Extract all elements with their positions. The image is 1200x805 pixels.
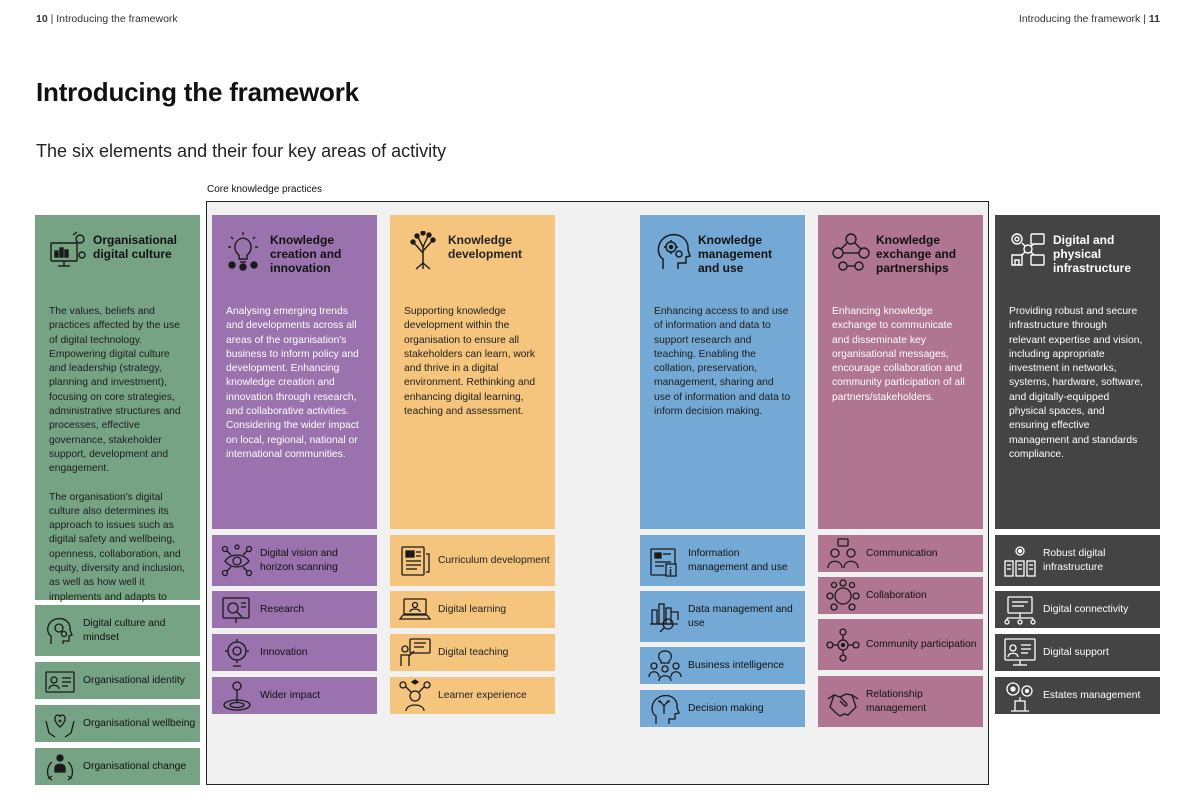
culture-monitor-icon: [49, 231, 87, 271]
element-description: Enhancing knowledge exchange to communicate and disseminate key organisational messages, encourage collaboration and community participation of all partners/stakeholders.: [832, 306, 965, 403]
team-bulb-icon: [648, 649, 682, 683]
head-choice-icon: [648, 692, 682, 726]
element-description: Enhancing access to and use of information and data to support research and teaching. Enabling the collation, preservation, management, sharing and use of information and data to inform decision making.: [654, 306, 791, 418]
key-area-label: Digital culture and mindset: [83, 617, 166, 643]
key-area-label: Curriculum development: [438, 554, 550, 566]
page-subtitle: The six elements and their four key areas of activity: [36, 141, 447, 161]
element-card: [212, 215, 377, 529]
element-card: [35, 215, 200, 603]
page-number-left: 10: [36, 13, 48, 25]
key-area-label: Robust digital infrastructure: [1043, 547, 1106, 573]
key-area-label: Organisational identity: [83, 674, 185, 686]
key-area-label: Data management and use: [688, 603, 793, 629]
person-arrows-icon: [43, 750, 77, 784]
page-header-left: [36, 13, 178, 25]
key-area: [818, 577, 983, 614]
key-area: [818, 676, 983, 727]
element-title: Knowledge management and use: [698, 233, 773, 275]
key-area: [995, 634, 1160, 671]
key-area: [35, 748, 200, 785]
element-title: Knowledge creation and innovation: [270, 233, 342, 275]
key-area: [35, 605, 200, 656]
core-practices-label: Core knowledge practices: [207, 184, 323, 195]
key-area: [35, 705, 200, 742]
key-area-label: Business intelligence: [688, 659, 785, 671]
key-area: [390, 634, 555, 671]
element-card: [390, 215, 555, 529]
bulb-gears-icon: [226, 231, 264, 271]
people-circle-icon: [826, 579, 860, 613]
header-separator: |: [50, 13, 54, 25]
element-title: Knowledge development: [448, 233, 523, 261]
key-area-label: Organisational wellbeing: [83, 717, 196, 729]
head-gear-icon: [654, 231, 692, 271]
key-area: [640, 647, 805, 684]
key-area-label: Collaboration: [866, 589, 927, 601]
header-right-text: Introducing the framework: [1018, 13, 1141, 25]
key-area-label: Communication: [866, 547, 938, 559]
handshake-icon: [826, 685, 860, 719]
key-area-label: Estates management: [1043, 689, 1141, 701]
header-left-text: Introducing the framework: [56, 13, 178, 25]
key-area-label: Digital connectivity: [1043, 603, 1129, 615]
key-area: [35, 662, 200, 699]
key-area: [640, 591, 805, 642]
teacher-board-icon: [398, 636, 432, 670]
element-card: [818, 215, 983, 529]
element-title: Digital and physical infrastructure: [1053, 233, 1132, 275]
key-area: [818, 619, 983, 670]
innovation-bulb-icon: [220, 636, 254, 670]
key-area-label: Digital support: [1043, 646, 1109, 658]
tree-icon: [404, 231, 442, 271]
key-area-label: Decision making: [688, 702, 764, 714]
key-area: [995, 677, 1160, 714]
infrastructure-icon: [1009, 231, 1047, 271]
key-area-label: Community participation: [866, 638, 977, 650]
learner-icon: [398, 679, 432, 713]
element-description: [49, 305, 186, 619]
key-area: [212, 535, 377, 586]
support-monitor-icon: [1003, 636, 1037, 670]
community-icon: [826, 628, 860, 662]
element-card: [640, 215, 805, 529]
element-title: Organisational digital culture: [93, 233, 178, 261]
key-area: [640, 690, 805, 727]
key-area-label: Learner experience: [438, 689, 527, 701]
heart-hands-icon: [43, 707, 77, 741]
element-title: Knowledge exchange and partnerships: [876, 233, 957, 275]
key-area-label: Research: [260, 603, 305, 615]
key-area: [212, 677, 377, 714]
key-area: [390, 535, 555, 586]
key-area: [212, 634, 377, 671]
key-area-label: Organisational change: [83, 760, 187, 772]
description-paragraph: The organisation's digital culture also determines its approach to issues such as digital safety and wellbeing, openness, collaboration, and equity, diversity and inclusion, as well as how well it implements and adapts to: [49, 491, 186, 603]
key-area: [995, 535, 1160, 586]
page-title: Introducing the framework: [36, 77, 359, 107]
estates-gears-icon: [1003, 679, 1037, 713]
key-area-label: Wider impact: [260, 689, 321, 701]
page-header-right: [1019, 13, 1160, 25]
key-area: [995, 591, 1160, 628]
id-card-icon: [43, 664, 77, 698]
key-area-label: Digital learning: [438, 603, 507, 615]
key-area: [640, 535, 805, 586]
key-area-label: Innovation: [260, 646, 308, 658]
connectivity-icon: [1003, 593, 1037, 627]
description-paragraph: The values, beliefs and practices affected by the use of digital technology. Empowering digital culture and leadership (strategy, planning and investment), focusing on core strategies, administrative structures and processes, effective governance, stakeholder support, development and engagement.: [49, 306, 181, 475]
svg-text:i: i: [669, 565, 673, 578]
header-separator: |: [1143, 13, 1146, 25]
key-area-label: Information management and use: [688, 547, 788, 573]
key-area-label: Digital teaching: [438, 646, 509, 658]
servers-gear-icon: [1003, 544, 1037, 578]
info-document-icon: [648, 544, 682, 578]
laptop-learning-icon: [398, 593, 432, 627]
key-area-label: Digital vision and horizon scanning: [260, 547, 338, 573]
element-description: Providing robust and secure infrastructure through relevant expertise and vision, including appropriate investment in networks, systems, hardware, software, and digitally-equipped physical spaces, and ensuring effective management and standards compliance.: [1009, 306, 1143, 460]
research-board-icon: [220, 593, 254, 627]
curriculum-icon: [398, 544, 432, 578]
chart-magnifier-icon: [648, 600, 682, 634]
element-description: Supporting knowledge development within the organisation to ensure all stakeholders can learn, work and thrive in a digital environment. Rethinking and enhancing digital learning, teaching and assessment.: [404, 306, 536, 418]
network-people-icon: [832, 231, 870, 271]
eye-network-icon: [220, 544, 254, 578]
key-area: [818, 535, 983, 572]
key-area: [390, 591, 555, 628]
target-person-icon: [220, 679, 254, 713]
head-gears-icon: [43, 614, 77, 648]
people-chat-icon: [826, 537, 860, 571]
key-area: [212, 591, 377, 628]
key-area: [390, 677, 555, 714]
page-number-right: 11: [1148, 13, 1160, 25]
element-card: [995, 215, 1160, 529]
key-area-label: Relationship management: [866, 688, 927, 714]
element-description: Analysing emerging trends and developments across all areas of the organisation's business to inform policy and development. Enhancing knowledge creation and innovation through research, and collaborative activities. Considering the wider impact on local, regional, national or international communities.: [226, 306, 359, 460]
